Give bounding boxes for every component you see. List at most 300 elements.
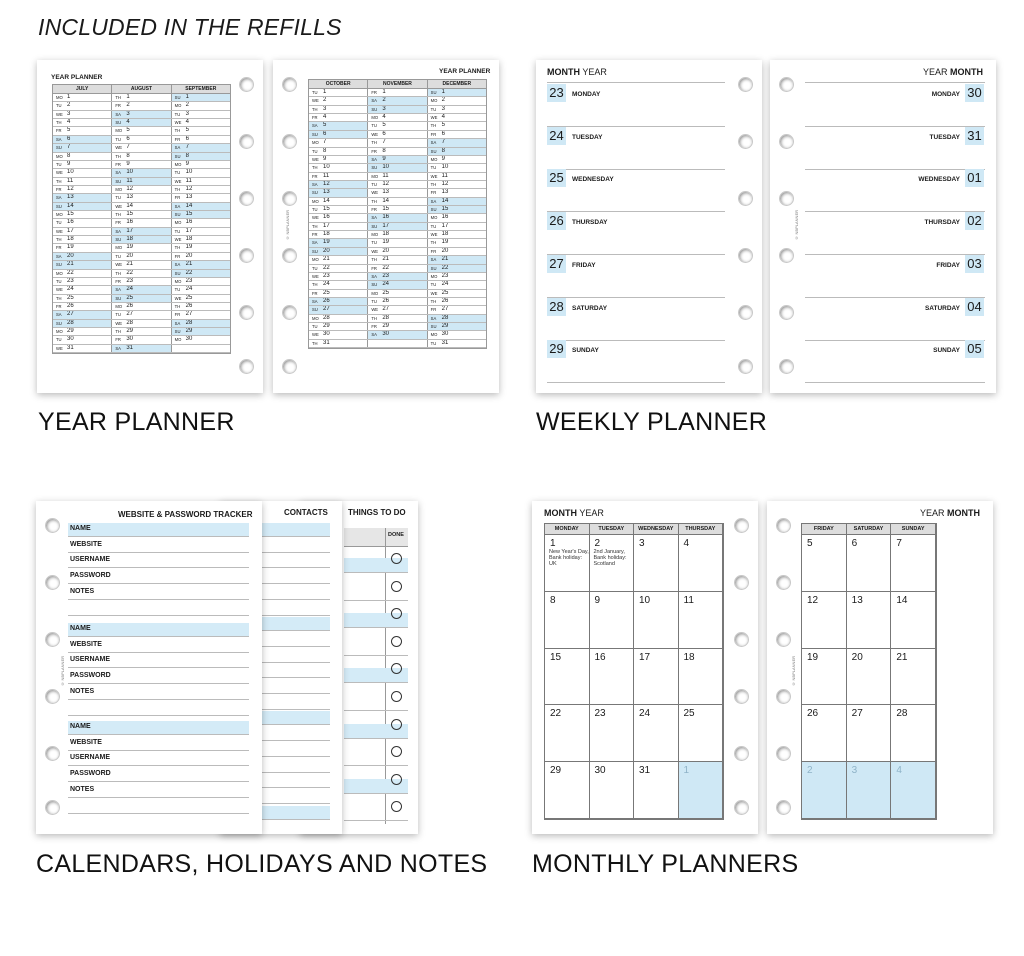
weekday-label: TU [430, 340, 437, 346]
weekday-label: TH [115, 95, 121, 100]
weekday-label: MO [174, 337, 182, 343]
weekday-label: MONDAY [931, 91, 960, 98]
tracker-title: WEBSITE & PASSWORD TRACKER [118, 510, 253, 519]
day-cell [309, 315, 368, 322]
weekday-label: TU [115, 136, 121, 142]
day-cell [309, 256, 368, 263]
field-line[interactable] [68, 781, 249, 782]
day-cell [53, 127, 112, 134]
day-cell [309, 306, 368, 313]
day-row [309, 340, 486, 348]
calendar-day-cell[interactable] [545, 649, 590, 706]
day-number: 04 [965, 298, 984, 316]
field-line[interactable] [68, 797, 249, 798]
contact-line[interactable] [262, 583, 330, 584]
contact-line[interactable] [262, 646, 330, 647]
field-line[interactable] [68, 599, 249, 600]
calendar-day-cell[interactable] [847, 592, 892, 649]
day-cell [428, 164, 486, 171]
day-row [309, 206, 486, 214]
day-cell [428, 106, 486, 113]
todo-line[interactable] [344, 793, 408, 794]
day-number: 1 [441, 89, 445, 95]
day-cell [53, 144, 112, 151]
day-number: 02 [965, 212, 984, 230]
calendar-day-cell[interactable] [847, 762, 892, 819]
day-number: 1 [185, 94, 189, 100]
day-number: 8 [323, 147, 327, 154]
day-row [53, 194, 230, 202]
done-checkbox-icon[interactable] [391, 801, 402, 812]
field-line[interactable] [68, 667, 249, 668]
day-cell [53, 119, 112, 126]
day-cell [53, 153, 112, 160]
calendar-day-cell[interactable] [891, 535, 936, 592]
day-divider [547, 340, 725, 341]
weekday-label: SA [56, 195, 62, 201]
weekday-label: MO [56, 153, 63, 159]
field-line[interactable] [68, 734, 249, 735]
day-cell [172, 236, 230, 243]
day-number: 25 [683, 708, 695, 720]
done-checkbox-icon[interactable] [391, 553, 402, 564]
calendar-day-cell[interactable] [802, 705, 847, 762]
contact-line[interactable] [262, 756, 330, 757]
day-cell [53, 178, 112, 185]
day-cell [368, 223, 427, 230]
field-line[interactable] [68, 636, 249, 637]
day-cell [112, 336, 171, 343]
day-number: 29 [126, 328, 134, 335]
weekday-label: FR [371, 148, 377, 154]
calendar-day-cell[interactable] [545, 535, 590, 592]
day-number: 17 [441, 222, 449, 229]
day-cell [112, 178, 171, 185]
day-row [309, 97, 486, 105]
calendar-day-cell[interactable] [634, 705, 679, 762]
calendar-day-cell[interactable] [891, 705, 936, 762]
todo-line[interactable] [344, 627, 408, 628]
day-cell [112, 261, 171, 268]
day-row [309, 323, 486, 331]
field-line[interactable] [68, 583, 249, 584]
day-number: 22 [67, 269, 74, 276]
day-number: 23 [126, 277, 134, 284]
weekday-label: MO [174, 278, 182, 284]
day-cell [428, 290, 486, 297]
field-label: USERNAME [70, 556, 111, 564]
punch-hole [239, 305, 254, 320]
todo-line[interactable] [344, 572, 408, 573]
monthly-planner-left-page [532, 501, 758, 834]
weekday-label: FR [371, 324, 377, 330]
calendar-day-cell[interactable] [847, 705, 892, 762]
day-row [309, 315, 486, 323]
calendar-day-cell[interactable] [545, 592, 590, 649]
day-number: 4 [67, 119, 71, 126]
todo-line[interactable] [344, 710, 408, 711]
weekday-label: TU [56, 220, 62, 226]
day-divider [805, 126, 985, 127]
day-cell [309, 97, 368, 104]
done-checkbox-icon[interactable] [391, 746, 402, 757]
day-cell [428, 265, 486, 272]
day-number: 15 [126, 211, 134, 218]
weekday-label: SU [312, 248, 318, 254]
day-cell [368, 106, 427, 113]
day-cell [172, 94, 230, 101]
weekday-label: TH [115, 329, 121, 335]
day-number: 30 [323, 331, 330, 338]
done-checkbox-icon[interactable] [391, 691, 402, 702]
day-row [309, 156, 486, 164]
weekday-label: TU [430, 282, 437, 288]
day-number: 8 [67, 152, 71, 159]
day-cell [53, 336, 112, 343]
calendar-day-cell[interactable] [679, 535, 724, 592]
weekday-label: TH [371, 257, 377, 263]
day-number: 5 [126, 127, 130, 134]
field-line[interactable] [68, 765, 249, 766]
day-divider [547, 254, 725, 255]
year-label: YEAR [579, 508, 604, 518]
calendar-day-cell[interactable] [590, 762, 635, 819]
calendar-day-cell[interactable] [634, 762, 679, 819]
weekday-label: WE [430, 115, 438, 121]
contact-line[interactable] [262, 552, 330, 553]
weekday-label: FR [430, 248, 437, 254]
day-number: 19 [126, 244, 134, 251]
day-divider [547, 382, 725, 383]
punch-hole [239, 359, 254, 374]
done-checkbox-icon[interactable] [391, 719, 402, 730]
day-cell [428, 315, 486, 322]
weekday-label: SU [430, 207, 437, 213]
weekday-label: FR [312, 290, 318, 296]
day-number: 28 [323, 314, 330, 321]
weekday-label: SATURDAY [924, 304, 960, 312]
day-cell [53, 253, 112, 260]
weekday-label: TU [371, 298, 377, 304]
day-cell [172, 328, 230, 335]
day-cell [428, 256, 486, 263]
contact-line[interactable] [262, 724, 330, 725]
day-row [309, 273, 486, 281]
notes-line[interactable] [68, 615, 249, 616]
day-number: 29 [67, 328, 74, 335]
day-number: 22 [382, 264, 390, 271]
section-heading-calendars: CALENDARS, HOLIDAYS AND NOTES [36, 850, 488, 878]
day-cell [368, 181, 427, 188]
calendar-day-cell[interactable] [802, 762, 847, 819]
password-tracker-page [36, 501, 262, 834]
day-cell [172, 261, 230, 268]
weekday-label: TU [430, 165, 437, 171]
day-cell [309, 273, 368, 280]
contact-line[interactable] [262, 536, 330, 537]
calendar-day-cell[interactable] [679, 649, 724, 706]
day-row [53, 203, 230, 211]
calendar-day-cell[interactable] [891, 592, 936, 649]
done-checkbox-icon[interactable] [391, 581, 402, 592]
contact-line[interactable] [262, 772, 330, 773]
day-number: 1 [126, 94, 130, 100]
todo-line[interactable] [344, 765, 408, 766]
contact-line[interactable] [262, 615, 330, 616]
day-cell [309, 89, 368, 96]
weekday-label: MO [430, 98, 438, 104]
day-cell [309, 265, 368, 272]
calendar-day-cell[interactable] [590, 535, 635, 592]
day-divider [805, 340, 985, 341]
weekday-label: SA [174, 145, 181, 151]
day-number: 12 [382, 180, 390, 187]
day-number: 18 [185, 236, 193, 243]
day-number: 27 [67, 311, 74, 318]
calendar-day-cell[interactable] [679, 705, 724, 762]
day-cell [428, 198, 486, 205]
weekday-label: SA [56, 312, 62, 318]
day-number: 2 [185, 102, 189, 109]
day-number: 05 [965, 340, 984, 358]
done-checkbox-icon[interactable] [391, 774, 402, 785]
calendar-day-cell[interactable] [634, 535, 679, 592]
weekday-label: FR [371, 207, 377, 213]
holiday-note: 2nd January, Bank holiday: Scotland [593, 549, 627, 567]
todo-line[interactable] [344, 738, 408, 739]
weekday-label: SU [115, 237, 122, 243]
contact-line[interactable] [262, 819, 330, 820]
day-cell [368, 315, 427, 322]
weekday-label: SA [371, 98, 377, 104]
day-number: 27 [441, 306, 449, 313]
field-line[interactable] [68, 652, 249, 653]
day-number: 14 [126, 202, 134, 209]
year-label: YEAR [920, 508, 945, 518]
weekday-label: WE [312, 273, 319, 279]
day-cell [368, 256, 427, 263]
field-line[interactable] [68, 552, 249, 553]
day-number: 26 [547, 212, 566, 230]
day-number: 9 [382, 155, 386, 162]
day-number: 4 [185, 119, 189, 126]
month-header: DECEMBER [442, 81, 472, 87]
weekday-label: TU [312, 90, 318, 95]
day-cell [309, 340, 368, 347]
day-row [309, 181, 486, 189]
day-row [53, 278, 230, 286]
weekly-planner-right-page [770, 60, 996, 393]
day-number: 16 [126, 219, 134, 226]
calendar-day-cell[interactable] [802, 535, 847, 592]
field-line[interactable] [68, 567, 249, 568]
day-row [53, 169, 230, 177]
calendar-day-cell[interactable] [545, 705, 590, 762]
todo-line[interactable] [344, 682, 408, 683]
field-label: WEBSITE [70, 640, 102, 648]
notes-line[interactable] [68, 715, 249, 716]
weekday-label: TU [115, 253, 121, 259]
day-cell [368, 290, 427, 297]
weekday-label: WE [312, 332, 319, 338]
contact-line[interactable] [262, 803, 330, 804]
day-cell [172, 111, 230, 118]
day-cell [112, 102, 171, 109]
calendar-day-cell[interactable] [847, 535, 892, 592]
month-header: SEPTEMBER [185, 86, 217, 92]
weekday-label: WE [174, 295, 182, 301]
day-row [309, 306, 486, 314]
day-number: 20 [851, 651, 863, 663]
day-number: 7 [896, 538, 902, 549]
day-cell [112, 219, 171, 226]
field-label: NOTES [70, 687, 95, 695]
weekday-label: SA [312, 240, 318, 246]
weekday-label: FR [115, 278, 121, 284]
punch-hole [776, 632, 791, 647]
punch-hole [734, 800, 749, 815]
day-cell [368, 298, 427, 305]
punch-hole [239, 77, 254, 92]
day-number: 30 [965, 84, 984, 102]
day-number: 26 [126, 302, 134, 309]
contact-line[interactable] [262, 787, 330, 788]
weekday-label: TH [115, 270, 121, 276]
weekday-label: FR [115, 103, 121, 109]
day-cell [428, 273, 486, 280]
day-number: 2 [441, 97, 445, 104]
weekday-label: MO [56, 212, 63, 218]
punch-hole [45, 575, 60, 590]
calendar-day-cell[interactable] [590, 649, 635, 706]
weekday-label: FR [174, 253, 181, 259]
punch-hole [738, 305, 753, 320]
calendar-day-cell[interactable] [634, 592, 679, 649]
weekday-label: SA [371, 273, 377, 279]
day-number: 29 [547, 340, 566, 358]
calendar-day-cell[interactable] [590, 705, 635, 762]
weekday-label: WE [174, 120, 182, 126]
day-number: 3 [67, 110, 71, 117]
weekday-label: TU [312, 324, 318, 330]
day-divider [547, 126, 725, 127]
field-label: USERNAME [70, 754, 111, 762]
contact-line[interactable] [262, 709, 330, 710]
day-row [53, 228, 230, 236]
contact-line[interactable] [262, 677, 330, 678]
day-cell [309, 298, 368, 305]
todo-line[interactable] [344, 820, 408, 821]
todo-line[interactable] [344, 655, 408, 656]
day-row [309, 173, 486, 181]
calendar-day-cell[interactable] [847, 649, 892, 706]
day-row [309, 231, 486, 239]
weekday-label: WE [56, 170, 63, 176]
day-number: 19 [67, 244, 74, 251]
day-row [53, 119, 230, 127]
weekday-label: WE [56, 111, 63, 117]
calendar-day-cell[interactable] [679, 592, 724, 649]
day-cell [428, 323, 486, 330]
day-cell [172, 286, 230, 293]
field-label: WEBSITE [70, 738, 102, 746]
weekday-label: TU [174, 228, 181, 234]
day-cell [309, 139, 368, 146]
calendar-day-cell[interactable] [679, 762, 724, 819]
name-field-highlight [68, 721, 249, 734]
day-number: 18 [382, 231, 390, 238]
day-cell [309, 331, 368, 338]
weekday-label: TU [371, 240, 377, 246]
field-line[interactable] [68, 699, 249, 700]
day-cell [309, 198, 368, 205]
day-number: 20 [382, 247, 390, 254]
calendar-day-cell[interactable] [802, 649, 847, 706]
day-number: 5 [441, 122, 445, 129]
weekday-label: TH [430, 298, 437, 304]
done-checkbox-icon[interactable] [391, 636, 402, 647]
contact-line[interactable] [262, 599, 330, 600]
contact-name-highlight [262, 523, 330, 536]
field-label: USERNAME [70, 656, 111, 664]
day-number: 31 [126, 344, 134, 351]
contact-line[interactable] [262, 740, 330, 741]
day-number: 2 [807, 765, 813, 777]
day-number: 7 [185, 144, 189, 151]
day-number: 6 [67, 135, 71, 142]
todo-line[interactable] [344, 600, 408, 601]
day-number: 12 [126, 185, 134, 192]
day-cell [112, 295, 171, 302]
weekday-label: FR [174, 136, 181, 142]
weekday-label: SUNDAY [933, 347, 960, 355]
weekday-label: TH [430, 181, 437, 187]
day-number: 16 [441, 214, 449, 221]
field-line[interactable] [68, 536, 249, 537]
weekday-label: TH [312, 165, 318, 171]
notes-line[interactable] [68, 813, 249, 814]
weekday-label: SA [371, 332, 377, 338]
day-number: 19 [441, 239, 449, 246]
weekday-label: SU [115, 120, 122, 126]
contact-line[interactable] [262, 662, 330, 663]
day-number: 8 [126, 152, 130, 159]
punch-hole [282, 77, 297, 92]
weekday-label: MO [174, 161, 182, 167]
day-divider [805, 169, 985, 170]
day-number: 27 [851, 708, 863, 720]
calendar-day-cell[interactable] [891, 762, 936, 819]
contact-line[interactable] [262, 693, 330, 694]
weekday-label: TH [56, 237, 62, 243]
day-cell [53, 244, 112, 251]
calendar-day-cell[interactable] [634, 649, 679, 706]
field-line[interactable] [68, 683, 249, 684]
calendar-day-cell[interactable] [590, 592, 635, 649]
weekday-label: SA [430, 198, 437, 204]
weekday-label: SA [115, 228, 121, 234]
day-number: 9 [323, 155, 327, 162]
contact-line[interactable] [262, 567, 330, 568]
calendar-day-cell[interactable] [891, 649, 936, 706]
calendar-day-cell[interactable] [545, 762, 590, 819]
contact-line[interactable] [262, 630, 330, 631]
calendar-day-cell[interactable] [802, 592, 847, 649]
day-number: 16 [185, 219, 193, 226]
monthly-right-header [920, 508, 980, 518]
weekly-planner-left-page [536, 60, 762, 393]
field-line[interactable] [68, 750, 249, 751]
